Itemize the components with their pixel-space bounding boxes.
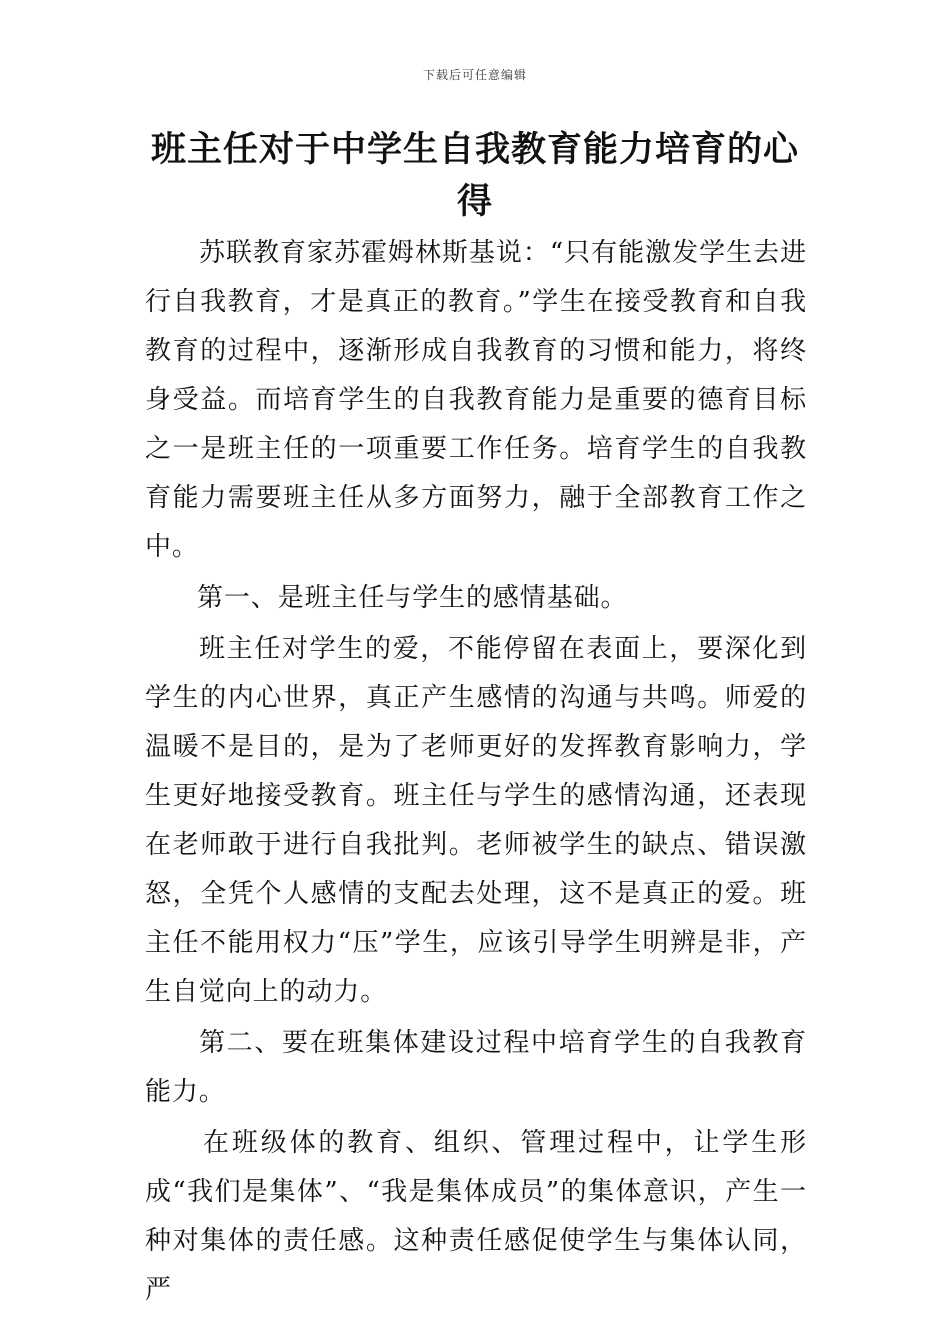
document-title: 班主任对于中学生自我教育能力培育的心得 — [150, 130, 799, 222]
section-heading-first: 第一、是班主任与学生的感情基础。 — [197, 583, 628, 613]
paragraph-intro: 苏联教育家苏霍姆林斯基说：“只有能激发学生去进行自我教育，才是真正的教育。”学生在接受教育和自我教育的过程中，逐渐形成自我教育的习惯和能力，将终身受益。而培育学生的自我教育能力是重要的德育目标之一是班主任的一项重要工作任务。培育学生的自我教育能力需要班主任从多方面努力，融于全部教育工作之中。 — [145, 238, 807, 562]
paragraph-second: 在班级体的教育、组织、管理过程中，让学生形成“我们是集体”、“我是集体成员”的集体意识，产生一种对集体的责任感。这种责任感促使学生与集体认同，严 — [145, 1128, 807, 1305]
header-note: 下载后可任意编辑 — [422, 68, 527, 82]
section-heading-second: 第二、要在班集体建设过程中培育学生的自我教育能力。 — [145, 1028, 807, 1107]
document-body — [145, 229, 807, 1315]
paragraph-first: 班主任对学生的爱，不能停留在表面上，要深化到学生的内心世界，真正产生感情的沟通与共鸣。师爱的温暖不是目的，是为了老师更好的发挥教育影响力，学生更好地接受教育。班主任与学生的感情沟通，还表现在老师敢于进行自我批判。老师被学生的缺点、错误激怒，全凭个人感情的支配去处理，这不是真正的爱。班主任不能用权力“压”学生，应该引导学生明辨是非，产生自觉向上的动力。 — [145, 634, 807, 1007]
